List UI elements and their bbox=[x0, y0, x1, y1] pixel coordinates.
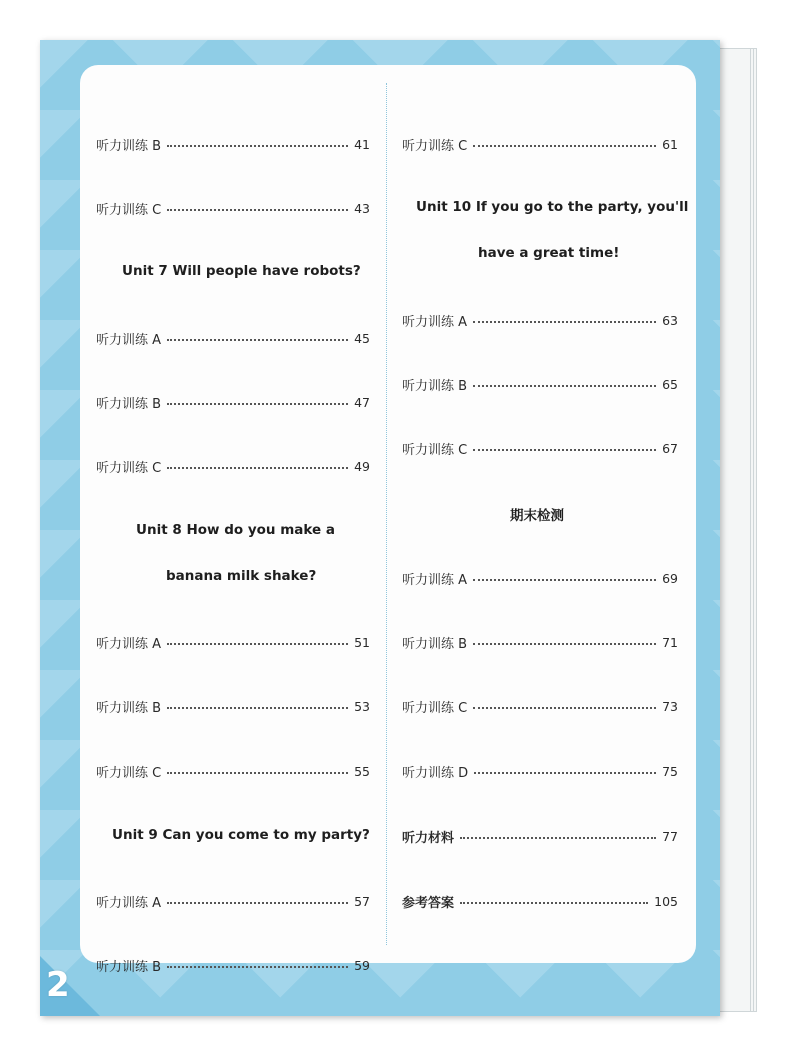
leader-dots bbox=[473, 449, 656, 451]
toc-entry[interactable] bbox=[402, 697, 678, 716]
toc-entry-page: 45 bbox=[354, 331, 370, 346]
toc-entry-label: 听力训练 A bbox=[96, 896, 162, 911]
toc-entry-page: 75 bbox=[662, 764, 678, 779]
toc-entry[interactable] bbox=[96, 762, 370, 781]
toc-entry[interactable] bbox=[96, 956, 370, 975]
page bbox=[40, 40, 720, 1016]
toc-entry[interactable] bbox=[402, 762, 678, 781]
leader-dots bbox=[460, 902, 648, 904]
toc-entry-label: 听力训练 C bbox=[96, 203, 162, 218]
unit-heading: Unit 8 How do you make a bbox=[136, 522, 335, 538]
toc-entry-label: 听力训练 B bbox=[96, 960, 162, 975]
leader-dots bbox=[473, 643, 656, 645]
toc-entry[interactable] bbox=[402, 892, 678, 911]
toc-entry-page: 105 bbox=[654, 894, 678, 909]
toc-entry-label: 听力训练 A bbox=[402, 573, 468, 588]
toc-entry[interactable] bbox=[96, 329, 370, 348]
toc-entry-page: 67 bbox=[662, 441, 678, 456]
toc-entry-page: 71 bbox=[662, 635, 678, 650]
toc-entry-label: 听力训练 C bbox=[96, 461, 162, 476]
toc-entry-label: 听力训练 D bbox=[402, 766, 469, 781]
toc-entry-page: 55 bbox=[354, 764, 370, 779]
toc-entry-page: 69 bbox=[662, 571, 678, 586]
toc-entry-label: 听力训练 B bbox=[96, 139, 162, 154]
unit-heading: Unit 9 Can you come to my party? bbox=[112, 827, 370, 843]
toc-entry-page: 65 bbox=[662, 377, 678, 392]
toc-entry-label: 听力训练 A bbox=[96, 637, 162, 652]
leader-dots bbox=[473, 145, 656, 147]
toc-entry[interactable] bbox=[402, 135, 678, 154]
toc-entry-label: 听力材料 bbox=[402, 831, 455, 846]
leader-dots bbox=[473, 579, 656, 581]
toc-entry-page: 73 bbox=[662, 699, 678, 714]
leader-dots bbox=[167, 772, 348, 774]
toc-entry-label: 听力训练 B bbox=[402, 637, 468, 652]
leader-dots bbox=[167, 707, 348, 709]
toc-entry-label: 听力训练 C bbox=[96, 766, 162, 781]
leader-dots bbox=[460, 837, 656, 839]
toc-entry-label: 听力训练 C bbox=[402, 701, 468, 716]
unit-heading: Unit 7 Will people have robots? bbox=[122, 263, 361, 279]
toc-entry-page: 41 bbox=[354, 137, 370, 152]
toc-entry[interactable] bbox=[96, 199, 370, 218]
leader-dots bbox=[473, 707, 656, 709]
leader-dots bbox=[473, 385, 656, 387]
table-of-contents bbox=[80, 65, 696, 975]
toc-entry[interactable] bbox=[96, 393, 370, 412]
toc-entry-page: 47 bbox=[354, 395, 370, 410]
unit-heading-continued: have a great time! bbox=[478, 245, 620, 261]
toc-entry-label: 听力训练 A bbox=[402, 315, 468, 330]
book bbox=[40, 40, 752, 1020]
leader-dots bbox=[167, 467, 348, 469]
leader-dots bbox=[167, 145, 348, 147]
toc-entry-page: 57 bbox=[354, 894, 370, 909]
toc-entry-label: 听力训练 B bbox=[402, 379, 468, 394]
toc-entry[interactable] bbox=[402, 439, 678, 458]
leader-dots bbox=[167, 339, 348, 341]
toc-entry[interactable] bbox=[96, 633, 370, 652]
toc-entry[interactable] bbox=[402, 569, 678, 588]
toc-entry-page: 59 bbox=[354, 958, 370, 973]
toc-entry[interactable] bbox=[402, 311, 678, 330]
section-heading: 期末检测 bbox=[510, 508, 564, 524]
toc-entry-label: 听力训练 C bbox=[402, 139, 468, 154]
toc-entry-page: 43 bbox=[354, 201, 370, 216]
leader-dots bbox=[167, 902, 348, 904]
leader-dots bbox=[167, 643, 348, 645]
toc-entry[interactable] bbox=[96, 697, 370, 716]
toc-entry[interactable] bbox=[402, 633, 678, 652]
toc-entry[interactable] bbox=[402, 827, 678, 846]
leader-dots bbox=[474, 772, 656, 774]
toc-entry-label: 听力训练 B bbox=[96, 397, 162, 412]
unit-heading: Unit 10 If you go to the party, you'll bbox=[416, 199, 689, 215]
toc-entry-label: 听力训练 A bbox=[96, 333, 162, 348]
toc-entry-label: 听力训练 C bbox=[402, 443, 468, 458]
toc-entry-page: 77 bbox=[662, 829, 678, 844]
page-number: 2 bbox=[46, 965, 70, 1005]
column-divider bbox=[386, 83, 387, 945]
leader-dots bbox=[167, 966, 348, 968]
toc-entry-page: 53 bbox=[354, 699, 370, 714]
toc-entry-page: 49 bbox=[354, 459, 370, 474]
toc-entry[interactable] bbox=[96, 135, 370, 154]
toc-entry-page: 61 bbox=[662, 137, 678, 152]
leader-dots bbox=[473, 321, 656, 323]
toc-entry[interactable] bbox=[96, 457, 370, 476]
leader-dots bbox=[167, 403, 348, 405]
leader-dots bbox=[167, 209, 348, 211]
toc-entry-page: 63 bbox=[662, 313, 678, 328]
toc-entry-page: 51 bbox=[354, 635, 370, 650]
toc-entry-label: 听力训练 B bbox=[96, 701, 162, 716]
toc-entry[interactable] bbox=[96, 892, 370, 911]
toc-entry[interactable] bbox=[402, 375, 678, 394]
toc-entry-label: 参考答案 bbox=[402, 896, 455, 911]
unit-heading-continued: banana milk shake? bbox=[166, 568, 317, 584]
